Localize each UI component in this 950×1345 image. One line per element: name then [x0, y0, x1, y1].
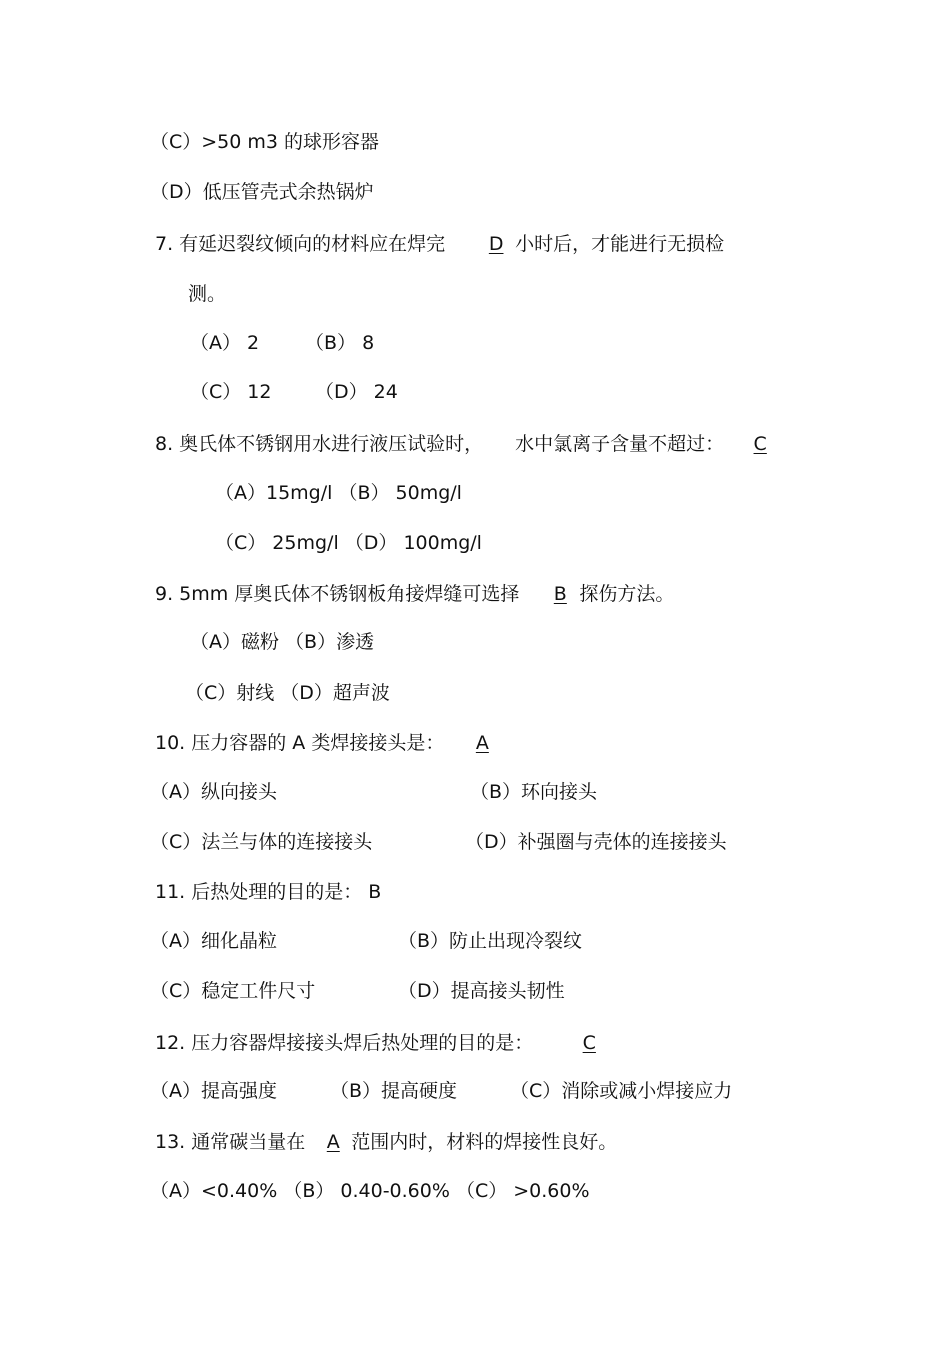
question-9: [155, 582, 674, 606]
question-text: 10. 压力容器的 A 类焊接接头是：: [155, 732, 445, 754]
option-line: （A）磁粉 （B）渗透: [190, 631, 375, 653]
option-line: （D）低压管壳式余热锅炉: [150, 181, 374, 203]
question-7: [155, 232, 724, 256]
option-line: （D） 24: [315, 381, 398, 403]
question-text: 范围内时，材料的焊接性良好。: [351, 1131, 618, 1153]
question-text: 7. 有延迟裂纹倾向的材料应在焊完: [155, 233, 446, 255]
option-line: （C）法兰与体的连接接头: [150, 831, 373, 853]
question-10: [155, 731, 500, 755]
question-13: [155, 1130, 617, 1154]
option-line: （A）提高强度: [150, 1080, 277, 1102]
option-line: （A）纵向接头: [150, 781, 277, 803]
option-line: （C） 25mg/l （D） 100mg/l: [215, 532, 482, 554]
option-line: （C）射线 （D）超声波: [185, 682, 390, 704]
question-text: 小时后，才能进行无损检: [515, 233, 725, 255]
question-text: 13. 通常碳当量在: [155, 1131, 306, 1153]
question-12: [155, 1031, 607, 1055]
answer-blank: C: [753, 433, 767, 455]
option-line: （C） 12: [190, 381, 272, 403]
option-line: （A） 2: [190, 332, 260, 354]
option-line: （C）消除或减小焊接应力: [510, 1080, 733, 1102]
option-line: （A）细化晶粒: [150, 930, 277, 952]
answer-blank: A: [475, 732, 489, 754]
option-line: （B）环向接头: [470, 781, 598, 803]
question-11: 11. 后热处理的目的是： B: [155, 881, 382, 903]
option-line: （A）<0.40% （B） 0.40-0.60% （C） >0.60%: [150, 1180, 590, 1202]
option-line: （B）提高硬度: [330, 1080, 458, 1102]
option-line: （B）防止出现冷裂纹: [398, 930, 583, 952]
option-line: （B） 8: [305, 332, 375, 354]
answer-blank: D: [488, 233, 504, 255]
question-text: 探伤方法。: [579, 583, 675, 605]
option-line: （D）补强圈与壳体的连接接头: [465, 831, 727, 853]
question-text: 水中氯离子含量不超过：: [515, 433, 725, 455]
question-continuation: 测。: [188, 283, 227, 305]
question-8: [155, 432, 774, 456]
answer-blank: C: [582, 1032, 596, 1054]
option-line: （D）提高接头韧性: [398, 980, 565, 1002]
question-text: 12. 压力容器焊接接头焊后热处理的目的是：: [155, 1032, 534, 1054]
answer-blank: A: [326, 1131, 340, 1153]
question-text: 9. 5mm 厚奥氏体不锈钢板角接焊缝可选择: [155, 583, 520, 605]
question-text: 8. 奥氏体不锈钢用水进行液压试验时，: [155, 433, 484, 455]
option-line: （C）稳定工件尺寸: [150, 980, 316, 1002]
option-line: （C）>50 m3 的球形容器: [150, 131, 380, 153]
answer-blank: B: [553, 583, 567, 605]
option-line: （A）15mg/l （B） 50mg/l: [215, 482, 462, 504]
